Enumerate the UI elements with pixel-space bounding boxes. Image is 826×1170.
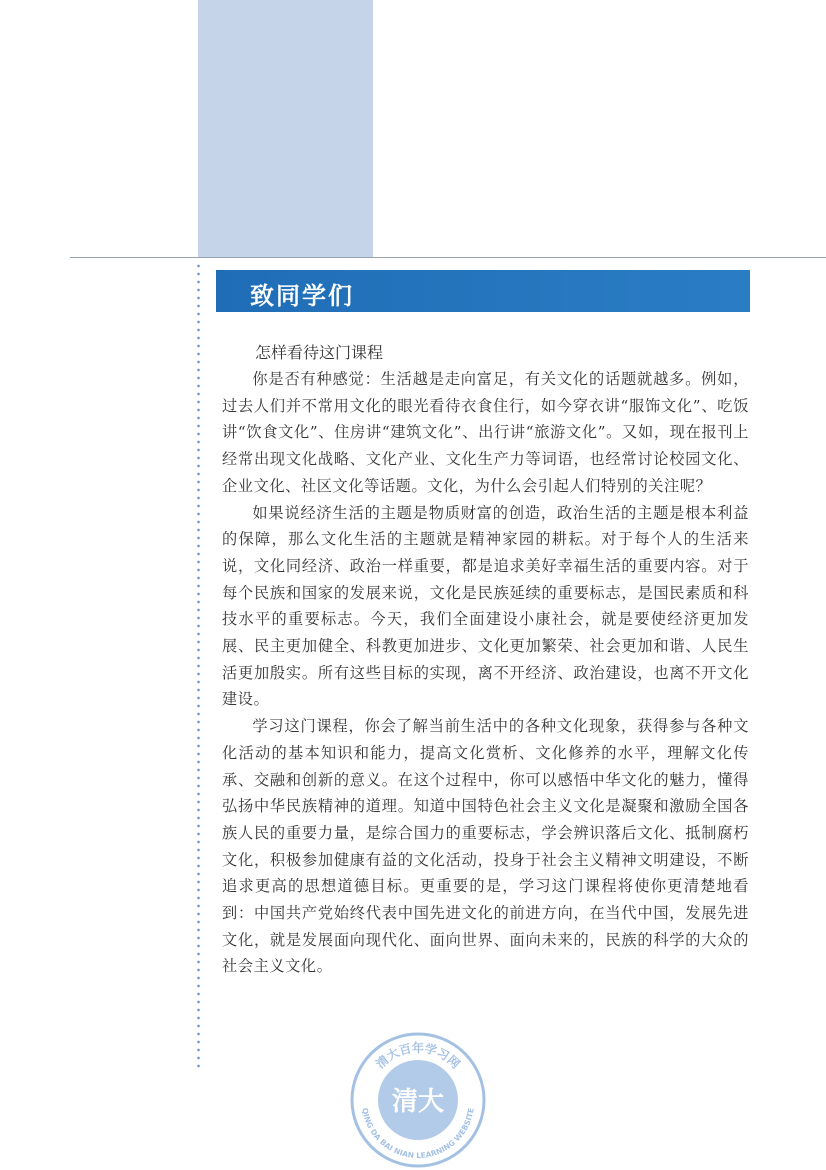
dotted-margin-line <box>197 262 200 1070</box>
watermark-center-text: 清大 <box>391 1087 445 1117</box>
watermark-seal <box>348 1030 488 1170</box>
paragraph-3: 学习这门课程，你会了解当前生活中的各种文化现象，获得参与各种文化活动的基本知识和能力，提高文化赏析、文化修养的水平，理解文化传承、交融和创新的意义。在这个过程中，你可以感悟中华文化的魅力，懂得弘扬中华民族精神的道理。知道中国特色社会主义文化是凝聚和激励全国各族人民的重要力量，是综合国力的重要标志，学会辨识落后文化、抵制腐朽文化，积极参加健康有益的文化活动，投身于社会主义精神文明建设，不断追求更高的思想道德目标。更重要的是，学习这门课程将使你更清楚地看到：中国共产党始终代表中国先进文化的前进方向，在当代中国，发展先进文化，就是发展面向现代化、面向世界、面向未来的，民族的科学的大众的社会主义文化。 <box>222 717 749 976</box>
decorative-header-block <box>198 0 373 258</box>
watermark-top-text: 清大百年学习网 <box>373 1041 463 1072</box>
banner-title: 致同学们 <box>250 282 354 310</box>
watermark-bottom-text: QING DA BAI NIAN LEARNING WEBSITE <box>360 1107 476 1161</box>
section-banner <box>216 270 750 312</box>
paragraph-2: 如果说经济生活的主题是物质财富的创造，政治生活的主题是根本利益的保障，那么文化生活的主题就是精神家园的耕耘。对于每个人的生活来说，文化同经济、政治一样重要，都是追求美好幸福生活的重要内容。对于每个民族和国家的发展来说，文化是民族延续的重要标志，是国民素质和科技水平的重要标志。今天，我们全面建设小康社会，就是要使经济更加发展、民主更加健全、科教更加进步、文化更加繁荣、社会更加和谐、人民生活更加殷实。所有这些目标的实现，离不开经济、政治建设，也离不开文化建设。 <box>222 503 749 709</box>
paragraph-1: 你是否有种感觉：生活越是走向富足，有关文化的话题就越多。例如，过去人们并不常用文化的眼光看待衣食住行，如今穿衣讲“服饰文化”、吃饭讲“饮食文化”、住房讲“建筑文化”、出行讲“旅游文化”。又如，现在报刊上经常出现文化战略、文化产业、文化生产力等词语，也经常讨论校园文化、企业文化、社区文化等话题。文化，为什么会引起人们特别的关注呢？ <box>222 370 749 495</box>
header-divider <box>70 257 826 258</box>
body-text <box>222 366 749 980</box>
section-heading: 怎样看待这门课程 <box>255 343 384 362</box>
